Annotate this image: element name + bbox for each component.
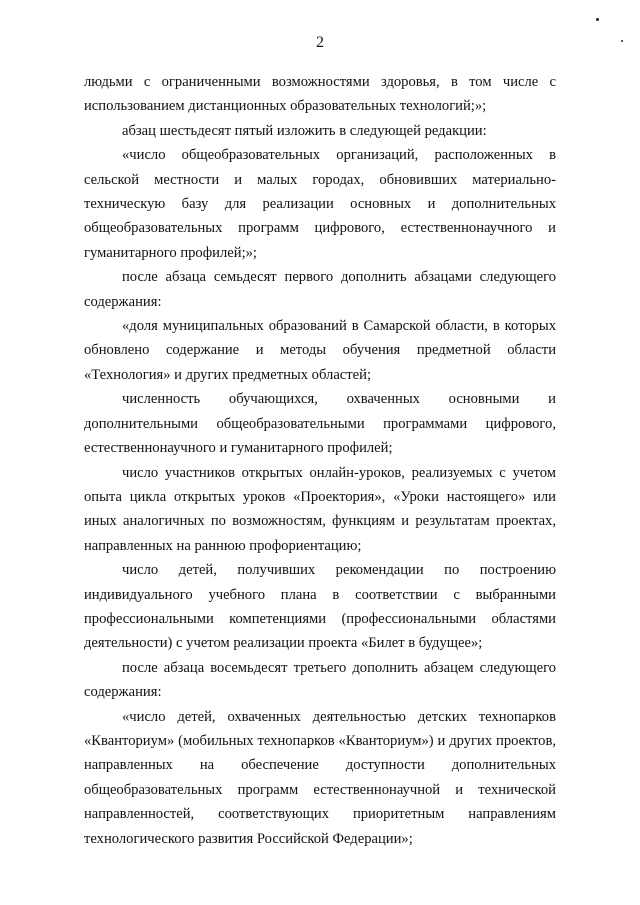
scan-speck xyxy=(621,40,623,42)
page-number: 2 xyxy=(316,34,324,51)
paragraph-quoted-kvantorium: «число детей, охваченных деятельностью детских технопарков «Кванториум» (мобильных технопарков «Кванториум») и других проектов, направленных на обеспечение доступности дополнительных общеобразовательных программ естественнонаучной и технической направленностей, соответствующих приоритетным направлениям технологического развития Российской Федерации»; xyxy=(84,708,556,847)
paragraph-students-count: численность обучающихся, охваченных основными и дополнительными общеобразовательными программами цифрового, естественнонаучного и гуманитарного профилей; xyxy=(84,391,556,457)
paragraph-amendment-65: абзац шестьдесят пятый изложить в следующей редакции: xyxy=(122,122,487,139)
paragraph-continuation: людьми с ограниченными возможностями здоровья, в том числе с использованием дистанционных образовательных технологий;»; xyxy=(84,74,556,115)
document-body xyxy=(84,70,556,851)
paragraph-recommendations: число детей, получивших рекомендации по построению индивидуального учебного плана в соответствии с выбранными профессиональными компетенциями (профессиональными областями деятельности) с учетом реализации проекта «Билет в будущее»; xyxy=(84,562,556,652)
paragraph-online-lessons: число участников открытых онлайн-уроков, реализуемых с учетом опыта цикла открытых уроков «Проектория», «Уроки настоящего» или иных аналогичных по возможностям, функциям и результатам проектах, направленных на раннюю профориентацию; xyxy=(84,464,556,554)
paragraph-amendment-83: после абзаца восемьдесят третьего дополнить абзацем следующего содержания: xyxy=(84,659,556,701)
paragraph-quoted-municipalities: «доля муниципальных образований в Самарской области, в которых обновлено содержание и методы обучения предметной области «Технология» и других предметных областей; xyxy=(84,318,556,383)
paragraph-quoted-organizations: «число общеобразовательных организаций, расположенных в сельской местности и малых городах, обновивших материально-техническую базу для реализации основных и дополнительных общеобразовательных программ цифрового, естественнонаучного и гуманитарного профилей;»; xyxy=(84,147,556,261)
scan-speck xyxy=(596,18,599,21)
paragraph-amendment-71: после абзаца семьдесят первого дополнить абзацами следующего содержания: xyxy=(84,269,556,310)
